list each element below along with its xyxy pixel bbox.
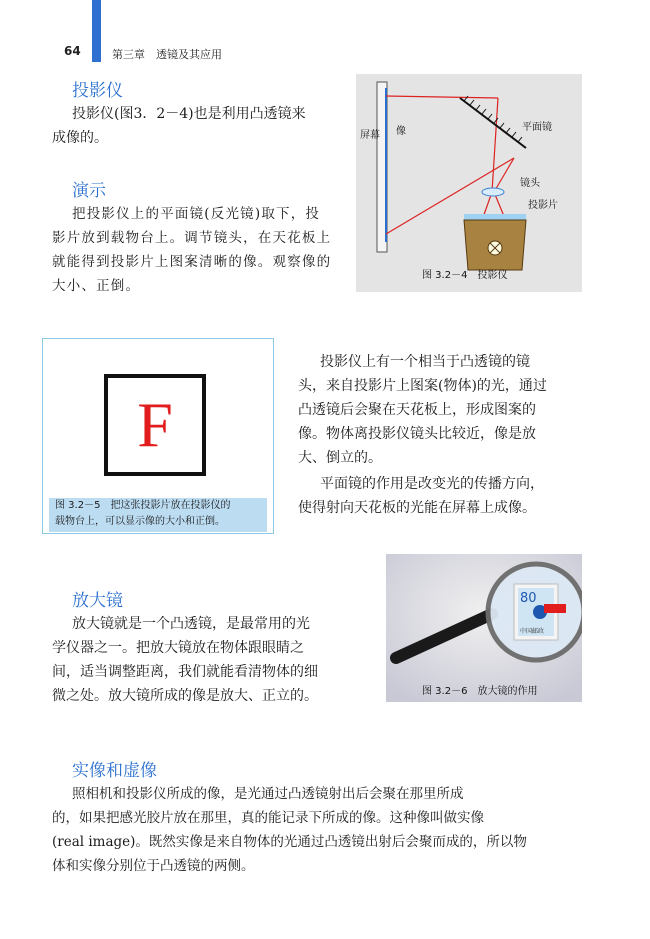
magnifier-line-3: 间，适当调整距离，我们就能看清物体的细 <box>52 664 318 680</box>
demo-line-3: 就能得到投影片上图案清晰的像。观察像的 <box>52 254 332 270</box>
projector-heading: 投影仪 <box>72 81 123 101</box>
magnifier-line-4: 微之处。放大镜所成的像是放大、正立的。 <box>52 688 318 704</box>
header-bar <box>92 0 101 62</box>
explain-line-4: 像。物体离投影仪镜头比较近，像是放 <box>298 426 536 442</box>
real-image-line-4: 体和实像分别位于凸透镜的两侧。 <box>52 858 255 874</box>
explain-line-3: 凸透镜后会聚在天花板上，形成图案的 <box>298 402 536 418</box>
label-screen: 屏幕 <box>360 130 380 141</box>
magnifier-line-2: 学仪器之一。把放大镜放在物体跟眼睛之 <box>52 640 304 656</box>
projector-figure <box>356 74 582 292</box>
figure-3-2-5-caption <box>49 498 267 532</box>
projector-line-1: 投影仪(图3．2－4)也是利用凸透镜来 <box>72 106 306 122</box>
magnifier-figure <box>386 554 582 702</box>
demo-line-4: 大小、正倒。 <box>52 278 141 294</box>
real-image-line-2: 的，如果把感光胶片放在那里，真的能记录下所成的像。这种像叫做实像 <box>52 810 484 826</box>
explain-line-1: 投影仪上有一个相当于凸透镜的镜 <box>320 354 530 370</box>
real-image-line-1: 照相机和投影仪所成的像，是光通过凸透镜射出后会聚在那里所成 <box>72 786 464 802</box>
projector-line-2: 成像的。 <box>52 130 108 146</box>
label-image: 像 <box>396 126 406 137</box>
projector-diagram <box>356 74 582 292</box>
magnifier-heading: 放大镜 <box>72 591 123 611</box>
figure-3-2-6-caption: 图 3.2－6 放大镜的作用 <box>422 686 538 697</box>
chapter-title: 第三章 透镜及其应用 <box>112 48 222 61</box>
stamp-value: 80 <box>520 591 537 606</box>
figure-3-2-5-caption-line-2: 载物台上，可以显示像的大小和正倒。 <box>55 516 225 527</box>
magnifier-photo <box>386 554 582 702</box>
real-image-heading: 实像和虚像 <box>72 761 157 781</box>
real-image-line-3: (real image)。既然实像是来自物体的光通过凸透镜出射后会聚而成的，所以物 <box>52 834 527 850</box>
explain-line-5: 大、倒立的。 <box>298 450 382 466</box>
figure-3-2-4-caption: 图 3.2－4 投影仪 <box>422 270 508 281</box>
explain-line-7: 使得射向天花板的光能在屏幕上成像。 <box>298 500 536 516</box>
label-slide: 投影片 <box>528 200 558 211</box>
magnifier-line-1: 放大镜就是一个凸透镜，是最常用的光 <box>72 616 310 632</box>
figure-3-2-5-caption-line-1: 图 3.2－5 把这张投影片放在投影仪的 <box>55 500 231 511</box>
slide-f-letter: F <box>137 389 173 460</box>
explain-line-2: 头，来自投影片上图案(物体)的光，通过 <box>298 378 547 394</box>
slide-f-frame <box>104 374 206 476</box>
label-lens: 镜头 <box>520 178 540 189</box>
demo-line-1: 把投影仪上的平面镜(反光镜)取下，投 <box>72 206 321 222</box>
demo-line-2: 影片放到载物台上。调节镜头，在天花板上 <box>52 230 332 246</box>
stamp-text: 中国邮政 <box>520 628 545 635</box>
demo-heading: 演示 <box>72 181 106 201</box>
label-mirror: 平面镜 <box>522 122 552 133</box>
page-number: 64 <box>64 44 81 58</box>
explain-line-6: 平面镜的作用是改变光的传播方向， <box>320 476 544 492</box>
